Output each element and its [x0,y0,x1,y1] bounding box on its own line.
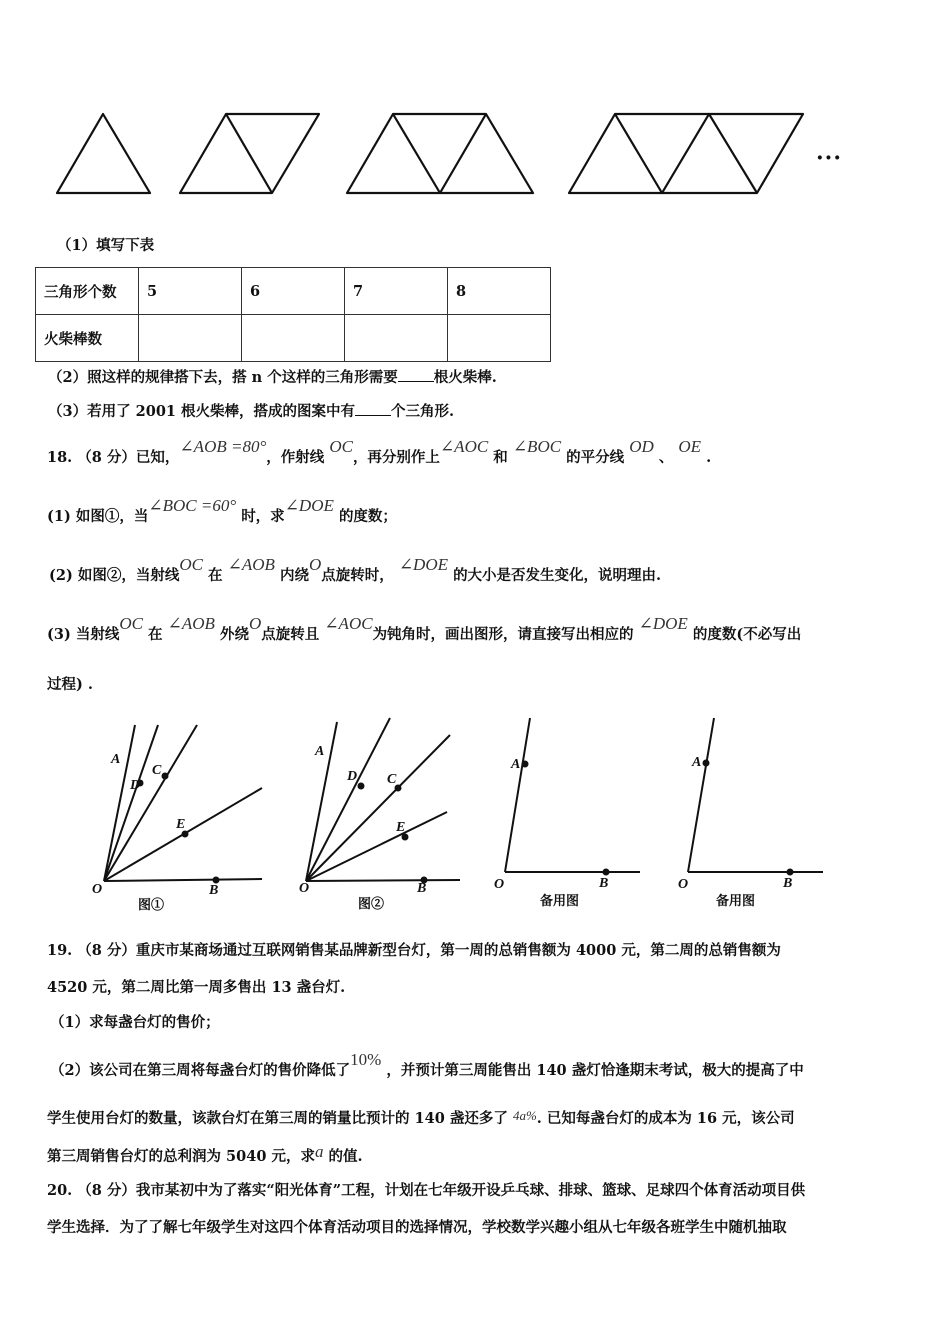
q20-line1: 20. （8 分）我市某初中为了落实“阳光体育”工程，计划在七年级开设乒乓球、排球、篮球、足球四个体育活动项目供 [47,1182,806,1199]
q20-line2: 学生选择．为了了解七年级学生对这四个体育活动项目的选择情况，学校数学兴趣小组从七年级各班学生中随机抽取 [47,1219,787,1236]
label-c: C [152,763,162,778]
q18-part2: (2) 如图②，当射线OC 在 ∠AOB 内绕O点旋转时， ∠DOE 的大小是否发生变化，说明理由. [49,555,662,584]
figure-1-caption: 图① [138,897,165,912]
q19-part2-line2: 学生使用台灯的数量，该款台灯在第三周的销量比预计的 140 盏还多了 4a%. 已知每盏台灯的成本为 16 元，该公司 [47,1108,795,1127]
table-header-matches: 火柴棒数 [36,315,139,362]
answer-blank[interactable] [355,401,391,416]
label-d: D [130,778,141,793]
pattern-four-dividers [615,114,757,193]
q17-part2: （2）照这样的规律搭下去，搭 n 个这样的三角形需要 根火柴棒. [48,369,497,386]
table-cell-answer[interactable] [242,315,345,362]
table-cell-answer[interactable] [448,315,551,362]
label-b: B [599,876,609,891]
label-a: A [511,757,521,772]
math-o: O [308,555,322,574]
pattern-three-triangles [347,114,533,193]
math-4a-percent: 4a% [512,1108,537,1123]
math-angle-boc: ∠BOC [512,437,562,456]
q19-line2: 4520 元，第二周比第一周多售出 13 盏台灯. [47,979,346,996]
label-b: B [783,876,793,891]
q19-line1: 19. （8 分）重庆市某商场通过互联网销售某品牌新型台灯，第一周的总销售额为 4000 元，第二周的总销售额为 [47,942,781,959]
q17-part1-text: （1）填写下表 [57,237,155,254]
q18-part1: (1) 如图①，当∠BOC =60° 时，求∠DOE 的度数； [47,496,397,525]
point-b [788,870,793,875]
q17-part3: （3）若用了 2001 根火柴棒，搭成的图案中有 个三角形. [48,403,455,420]
q19-part2: （2）该公司在第三周将每盏台灯的售价降低了10% ，并预计第三周能售出 140 盏灯恰逢期末考试，极大的提高了中 [50,1050,804,1079]
table-cell-answer[interactable] [139,315,242,362]
label-e: E [176,817,186,832]
table-cell-count: 5 [139,268,242,315]
spare-figure-1-caption: 备用图 [540,893,580,908]
table-row-matches [36,315,551,362]
math-od: OD [629,437,654,456]
label-e: E [396,820,406,835]
answer-blank[interactable] [398,367,434,382]
math-oc: OC [329,437,353,456]
figure-2-caption: 图② [358,896,385,911]
table-header-triangles: 三角形个数 [36,268,139,315]
spare-figure-2-caption: 备用图 [716,893,756,908]
figure-2 [306,718,460,883]
label-o: O [678,877,689,892]
matchstick-pattern-figure [0,0,950,210]
math-angle-boc-60: ∠BOC =60° [148,496,237,515]
table-cell-count: 6 [242,268,345,315]
label-b: B [417,881,427,896]
math-10-percent: 10% [350,1050,382,1069]
point-c [163,774,168,779]
table-cell-count: 8 [448,268,551,315]
point-a [704,761,709,766]
figure-1 [104,725,262,883]
spare-figure-2 [688,718,823,875]
math-angle-aoc: ∠AOC [324,614,373,633]
table-cell-answer[interactable] [345,315,448,362]
q19-part2-line3: 第三周销售台灯的总利润为 5040 元，求a 的值. [47,1142,363,1165]
math-angle-doe: ∠DOE [398,555,448,574]
point-e [403,835,408,840]
label-a: A [315,744,325,759]
table-cell-count: 7 [345,268,448,315]
pattern-three-dividers [393,114,486,193]
angle-figures [0,700,950,920]
point-b [604,870,609,875]
q18-part3-cont: 过程) . [47,676,93,693]
point-b [214,878,219,883]
matchstick-table [35,267,551,362]
math-oc: OC [179,555,203,574]
label-o: O [494,877,505,892]
math-oc: OC [119,614,143,633]
point-a [523,762,528,767]
q19-part1: （1）求每盏台灯的售价； [50,1014,220,1031]
math-o: O [248,614,262,633]
spare-figure-1 [505,718,640,875]
math-angle-aob: ∠AOB [167,614,215,633]
label-a: A [111,752,121,767]
label-a: A [692,755,702,770]
math-angle-doe: ∠DOE [638,614,688,633]
point-e [183,832,188,837]
pattern-one-triangle [57,114,150,193]
pattern-two-divider [226,114,272,193]
math-angle-aob-80: ∠AOB =80° [179,437,267,456]
q18-part3: (3) 当射线OC 在 ∠AOB 外绕O点旋转且 ∠AOC为钝角时，画出图形，请直接写出相应的 ∠DOE 的度数(不必写出 [47,614,802,643]
label-c: C [387,772,397,787]
label-d: D [347,769,358,784]
math-oe: OE [678,437,702,456]
q18-stem: 18. （8 分）已知，∠AOB =80°，作射线 OC，再分别作上∠AOC 和 ∠BOC 的平分线 OD 、 OE . [47,437,712,466]
math-angle-aob: ∠AOB [227,555,275,574]
pattern-ellipsis: ··· [816,145,842,171]
math-angle-aoc: ∠AOC [439,437,489,456]
label-o: O [92,882,103,897]
label-o: O [299,881,310,896]
math-a: a [314,1142,324,1161]
point-d [359,784,364,789]
math-angle-doe: ∠DOE [284,496,334,515]
table-row-triangles [36,268,551,315]
label-b: B [209,883,219,898]
